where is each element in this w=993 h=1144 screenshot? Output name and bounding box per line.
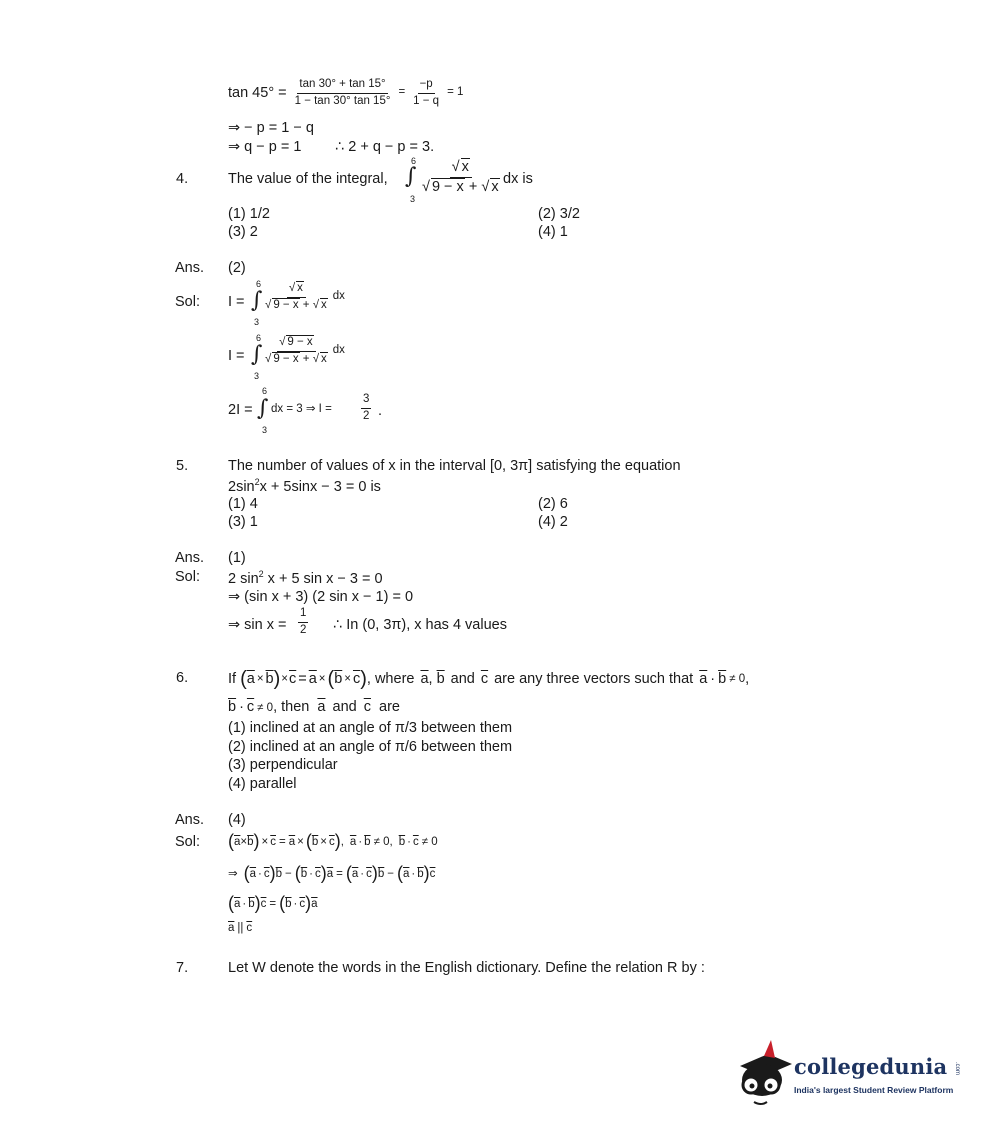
q3-eq-rhs: = 1 xyxy=(447,86,464,99)
vec-c: $\overline{c}$ xyxy=(412,835,419,848)
q5-ans-label: Ans. xyxy=(175,550,205,566)
q4-integrand: $\frac{√ x}{√ 9 - x + √ x}$ xyxy=(422,159,499,195)
q4-sol3-final: dx = 3 ⇒ I = xyxy=(271,403,332,415)
neq-zero: ≠ 0 xyxy=(257,702,274,714)
integral-sign: ∫ xyxy=(257,396,269,421)
q3-frac1-den: 1 − tan 30° tan 15° xyxy=(294,94,391,107)
q5-option-2: (2) 6 xyxy=(538,496,568,512)
q4-sol-2I: 2I = xyxy=(228,402,253,418)
q4-sol1-dx: dx xyxy=(332,290,345,303)
times: × xyxy=(256,672,264,685)
vec-a: $\overline{a}$ xyxy=(420,670,429,687)
q4-sol2-lower: 3 xyxy=(254,371,260,381)
q3-eq-sign: = xyxy=(398,86,406,99)
vec-a: $\overline{a}$ xyxy=(234,835,241,848)
q4-sol1-den-b: x xyxy=(321,298,327,311)
q5-stem-2a: 2sin xyxy=(228,478,255,495)
q5-sol-3-frac xyxy=(298,608,308,636)
q6-number: 6. xyxy=(176,670,189,686)
q4-sol-label: Sol: xyxy=(175,294,200,310)
integral-sign: ∫ xyxy=(251,342,263,367)
paren: ( xyxy=(327,668,335,690)
eq: = xyxy=(279,835,286,848)
q3-frac-1 xyxy=(293,79,393,107)
q5-frac-num: 1 xyxy=(298,608,308,623)
q6-are: are any three vectors such that xyxy=(494,670,694,687)
vec-a: $\overline{a}$ xyxy=(246,670,255,687)
q4-sol2-den-plus: + xyxy=(299,352,313,365)
q7-stem: Let W denote the words in the English dictionary. Define the relation R by : xyxy=(228,960,705,976)
parallel: || xyxy=(237,922,244,934)
times: × xyxy=(318,672,326,685)
q5-stem-2-sup: 2 xyxy=(254,477,260,487)
q6-stem-line-1: If ( $\overline{a}$ × $\overline{b}$ ) × $\overline{c}$ = $\overline{a}$ × ( $\overline{b}$ × $\overline{c}$ ) , where $\overline{a}$ , $\overline{b}$ and $\overline{c}$ are any three vectors such that $\overline{a}$ · $\overline{b}$ ≠ 0 , xyxy=(228,665,749,693)
q4-sol1-integrand: $\frac{√ x}{√ 9 - x + √ x}$ dx xyxy=(265,282,345,311)
q4-ans-label: Ans. xyxy=(175,260,205,276)
q4-stem: The value of the integral, xyxy=(228,171,388,187)
vec-c: $\overline{c}$ xyxy=(260,897,267,910)
q4-sol1-den-plus: + xyxy=(299,298,313,311)
q4-number: 4. xyxy=(176,171,189,187)
q6-then: , then xyxy=(273,699,310,715)
q6-stem-line-2 xyxy=(228,700,400,715)
vec-b: $\overline{b}$ xyxy=(285,897,292,910)
q4-sol1-lower: 3 xyxy=(254,317,260,327)
vec-c: $\overline{c}$ xyxy=(328,835,335,848)
q4-option-4: (4) 1 xyxy=(538,224,568,240)
vec-b: $\overline{b}$ xyxy=(228,699,237,715)
q4-sol1-num: x xyxy=(297,282,303,294)
q4-half-num: 3 xyxy=(361,394,371,409)
dot: · xyxy=(242,897,247,910)
vec-c: $\overline{c}$ xyxy=(480,670,489,687)
minus: − xyxy=(285,867,292,880)
dot: · xyxy=(258,867,262,880)
vec-c: $\overline{c}$ xyxy=(263,867,270,880)
times: × xyxy=(261,835,269,848)
q4-option-2: (2) 3/2 xyxy=(538,206,580,222)
vec-b: $\overline{b}$ xyxy=(247,835,254,848)
q4-sol2-upper: 6 xyxy=(256,333,262,343)
vec-a: $\overline{a}$ xyxy=(326,867,334,880)
q6-if: If xyxy=(228,670,237,687)
q6-sol-1: ( $\overline{a}$ × $\overline{b}$ ) × $\overline{c}$ = $\overline{a}$ × ( $\overline{b}$ × $\overline{c}$ ) , $\overline{a}$ · $\overline{b}$ ≠ 0 , $\overline{b}$ · $\overline{c}$ ≠ 0 xyxy=(228,831,438,851)
q3-frac2-den: 1 − q xyxy=(413,94,440,107)
minus: − xyxy=(387,867,395,880)
q6-option-3: (3) perpendicular xyxy=(228,757,338,773)
q5-sol-1 xyxy=(228,570,383,586)
vec-b: $\overline{b}$ xyxy=(398,835,406,848)
q6-sol-2: ⇒ ( $\overline{a}$ · $\overline{c}$ ) $\overline{b}$ − ( $\overline{b}$ · $\overline{c}$ ) $\overline{a}$ = ( $\overline{a}$ · $\overline{c}$ ) $\overline{b}$ − ( $\overline{a}$ · $\overline{b}$ ) $\overline{c}$ xyxy=(228,863,436,883)
q5-sol-1-sup: 2 xyxy=(258,569,264,579)
q6-sol-4 xyxy=(228,923,252,935)
q4-sol1-upper: 6 xyxy=(256,279,262,289)
neq-zero: ≠ 0 xyxy=(421,835,438,848)
dot: · xyxy=(360,867,365,880)
q3-frac-2 xyxy=(411,79,441,107)
q4-sol2-den-b: x xyxy=(321,352,327,365)
vec-a: $\overline{a}$ xyxy=(403,867,410,880)
vec-a: $\overline{a}$ xyxy=(228,922,235,934)
q3-frac1-num: tan 30° + tan 15° xyxy=(297,79,387,94)
dot: · xyxy=(293,897,298,910)
q4-tail: dx is xyxy=(503,171,533,187)
vec-a: $\overline{a}$ xyxy=(308,670,317,687)
q3-eq-lhs: tan 45° = xyxy=(228,84,287,101)
times: × xyxy=(297,835,304,848)
q4-half-den: 2 xyxy=(363,409,370,422)
vec-c: $\overline{c}$ xyxy=(352,670,361,687)
q6-option-2: (2) inclined at an angle of π/6 between them xyxy=(228,739,513,755)
neq-zero: ≠ 0 xyxy=(729,672,746,685)
vec-c: $\overline{c}$ xyxy=(366,867,372,880)
q4-sol-I1: I = xyxy=(228,294,245,310)
dot: · xyxy=(239,699,244,715)
paren: ( xyxy=(240,668,247,690)
vec-b: $\overline{b}$ xyxy=(265,670,274,687)
q6-and-2: and xyxy=(332,699,357,715)
q4-sol3-lower: 3 xyxy=(262,425,268,435)
q3-frac2-num: −p xyxy=(418,79,435,94)
q4-int-upper: 6 xyxy=(411,156,417,166)
q5-sol-3b: ∴ In (0, 3π), x has 4 values xyxy=(333,617,507,633)
q3-line-3b: ∴ 2 + q − p = 3. xyxy=(335,139,435,155)
q5-sol-2: ⇒ (sin x + 3) (2 sin x − 1) = 0 xyxy=(228,589,414,605)
q4-sol2-den-a: 9 − x xyxy=(273,352,299,365)
vec-b: $\overline{b}$ xyxy=(417,867,424,880)
q3-equation xyxy=(228,79,463,107)
vec-a: $\overline{a}$ xyxy=(311,897,318,910)
vec-a: $\overline{a}$ xyxy=(317,699,326,715)
eq: = xyxy=(298,670,307,687)
vec-a: $\overline{a}$ xyxy=(351,867,359,880)
q4-sol2-integrand: $\frac{√ 9 - x}{√ 9 - x + √ x}$ dx xyxy=(265,336,345,365)
times: × xyxy=(281,672,288,685)
q5-stem-2b: x + 5sinx − 3 = 0 is xyxy=(259,478,381,495)
times: × xyxy=(320,835,327,848)
times: × xyxy=(240,835,248,848)
logo-tagline: India's largest Student Review Platform xyxy=(794,1085,954,1095)
vec-b: $\overline{b}$ xyxy=(364,835,371,848)
q3-line-2: ⇒ − p = 1 − q xyxy=(228,120,314,136)
q6-sol-3: ( $\overline{a}$ · $\overline{b}$ ) $\overline{c}$ = ( $\overline{b}$ · $\overline{c}$ ) $\overline{a}$ xyxy=(228,893,318,913)
dot: · xyxy=(411,867,416,880)
collegedunia-logo xyxy=(734,1036,964,1108)
q6-ans-label: Ans. xyxy=(175,812,205,828)
vec-b: $\overline{b}$ xyxy=(311,835,319,848)
neq-zero: ≠ 0 xyxy=(373,835,390,848)
q5-sol-3a: ⇒ sin x = xyxy=(228,617,287,633)
vec-b: $\overline{b}$ xyxy=(300,867,308,880)
q4-option-3: (3) 2 xyxy=(228,224,258,240)
q5-option-3: (3) 1 xyxy=(228,514,258,530)
dot: · xyxy=(407,835,411,848)
vec-b: $\overline{b}$ xyxy=(248,897,255,910)
vec-b: $\overline{b}$ xyxy=(436,670,445,687)
logo-name: collegedunia xyxy=(794,1054,948,1079)
integral-sign: ∫ xyxy=(405,164,417,189)
q4-sol1-den-a: 9 − x xyxy=(273,298,299,311)
vec-c: $\overline{c}$ xyxy=(299,897,306,910)
vec-a: $\overline{a}$ xyxy=(699,670,708,687)
vec-b: $\overline{b}$ xyxy=(334,670,343,687)
vec-c: $\overline{c}$ xyxy=(429,867,436,880)
vec-c: $\overline{c}$ xyxy=(270,835,276,848)
q4-sol3-half xyxy=(361,394,371,422)
q4-den-plus: + xyxy=(464,178,482,195)
q6-where: , where xyxy=(366,670,415,687)
q5-frac-den: 2 xyxy=(300,623,307,636)
q7-number: 7. xyxy=(176,960,189,976)
vec-c: $\overline{c}$ xyxy=(315,867,321,880)
integral-sign: ∫ xyxy=(251,288,263,313)
vec-c: $\overline{c}$ xyxy=(246,922,253,934)
vec-c: $\overline{c}$ xyxy=(289,670,297,687)
q6-are-2: are xyxy=(379,699,400,715)
eq: = xyxy=(336,867,343,880)
vec-b: $\overline{b}$ xyxy=(377,867,385,880)
q6-option-4: (4) parallel xyxy=(228,776,297,792)
dot: · xyxy=(309,867,314,880)
q6-and: and xyxy=(450,670,475,687)
q4-sol2-dx: dx xyxy=(332,344,345,357)
q5-ans: (1) xyxy=(228,550,246,566)
q5-stem-2 xyxy=(228,478,381,494)
q4-period: . xyxy=(378,403,383,419)
paren: ) xyxy=(360,668,367,690)
vec-a: $\overline{a}$ xyxy=(349,835,357,848)
q4-ans: (2) xyxy=(228,260,246,276)
q4-int-lower: 3 xyxy=(410,194,416,204)
q4-den-b: x xyxy=(491,178,499,195)
q4-sol-I2: I = xyxy=(228,348,245,364)
q4-num-x: x xyxy=(461,159,469,175)
implies: ⇒ xyxy=(228,867,238,880)
q4-option-1: (1) 1/2 xyxy=(228,206,270,222)
paren: ) xyxy=(273,668,281,690)
q3-line-3a: ⇒ q − p = 1 xyxy=(228,139,302,155)
vec-b: $\overline{b}$ xyxy=(275,867,283,880)
q6-option-1: (1) inclined at an angle of π/3 between them xyxy=(228,720,513,736)
q5-number: 5. xyxy=(176,458,189,474)
vec-a: $\overline{a}$ xyxy=(234,897,241,910)
q6-sol-label: Sol: xyxy=(175,834,200,850)
vec-c: $\overline{c}$ xyxy=(246,699,255,715)
q5-option-4: (4) 2 xyxy=(538,514,568,530)
q4-den-a: 9 − x xyxy=(431,178,464,195)
vec-a: $\overline{a}$ xyxy=(249,867,257,880)
q4-sol3-upper: 6 xyxy=(262,386,268,396)
dot: · xyxy=(710,670,716,687)
vec-a: $\overline{a}$ xyxy=(288,835,296,848)
q5-option-1: (1) 4 xyxy=(228,496,258,512)
q5-stem-1: The number of values of x in the interval [0, 3π] satisfying the equation xyxy=(228,458,681,474)
q6-ans: (4) xyxy=(228,812,246,828)
vec-b: $\overline{b}$ xyxy=(718,670,727,687)
logo-badge: .com xyxy=(954,1062,960,1076)
vec-c: $\overline{c}$ xyxy=(363,699,371,715)
q5-sol-1a: 2 sin xyxy=(228,570,259,587)
dot: · xyxy=(358,835,363,848)
q4-sol2-num: 9 − x xyxy=(287,336,313,348)
times: × xyxy=(344,672,351,685)
q5-sol-label: Sol: xyxy=(175,569,200,585)
q5-sol-1b: x + 5 sin x − 3 = 0 xyxy=(263,570,383,587)
eq: = xyxy=(269,897,277,910)
mascot-icon xyxy=(734,1036,794,1108)
